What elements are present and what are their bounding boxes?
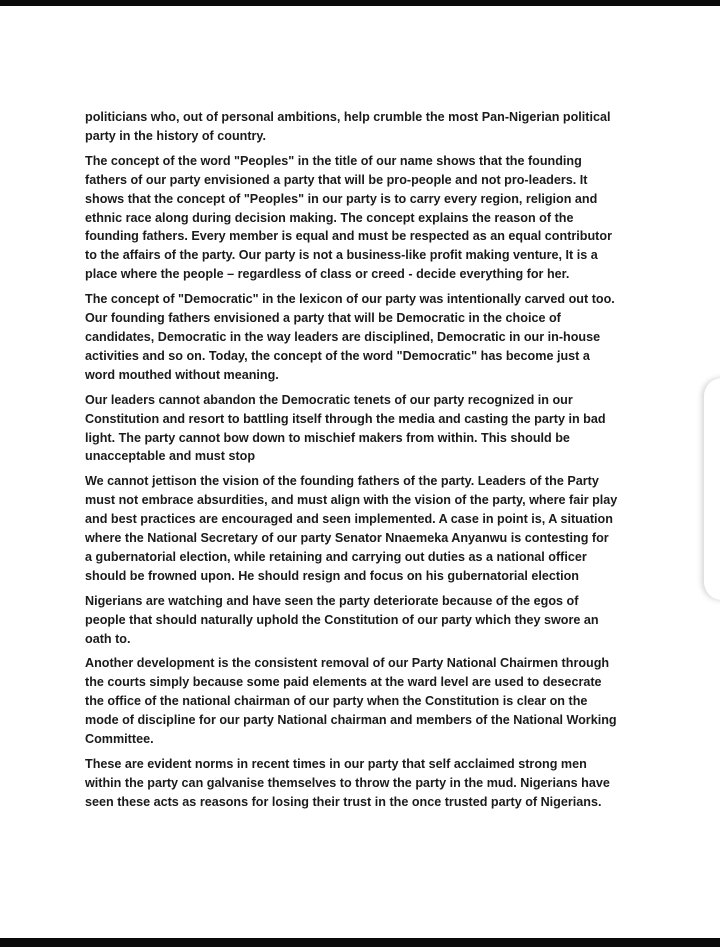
paragraph-continuation: politicians who, out of personal ambitions, help crumble the most Pan-Nigerian political party in the history of country. [85, 110, 611, 143]
paragraph-founding-vision: We cannot jettison the vision of the founding fathers of the party. Leaders of the Party must not embrace absurdities, and must align with the vision of the party, where fair play and best practices are encouraged and seen implemented. A case in point is, A situation where the National Secretary of our party Senator Nnaemeka Anyanwu is contesting for a gubernatorial election, while retaining and carrying out duties as a national officer should be frowned upon. He should resign and focus on his gubernatorial election [85, 474, 618, 583]
paragraph-peoples-concept: The concept of the word "Peoples" in the title of our name shows that the founding fathers of our party envisioned a party that will be pro-people and not pro-leaders. It shows that the concept of "Peoples" in our party is to carry every region, religion and ethnic race along during decision making. The concept explains the reason of the founding fathers. Every member is equal and must be respected as an equal contributor to the affairs of the party. Our party is not a business-like profit making venture, It is a place where the people – regardless of class or creed - decide everything for her. [85, 153, 612, 282]
paragraph-nigerians-watching: Nigerians are watching and have seen the party deteriorate because of the egos of people that should naturally uphold the Constitution of our party which they swore an oath to. [85, 593, 599, 646]
document-page [85, 108, 633, 818]
paragraph-evident-norms: These are evident norms in recent times in our party that self acclaimed strong men within the party can galvanise themselves to throw the party in the mud. Nigerians have seen these acts as reasons for losing their trust in the once trusted party of Nigerians. [85, 757, 610, 809]
top-black-border [0, 0, 720, 6]
paragraph-democratic-concept: The concept of "Democratic" in the lexicon of our party was intentionally carved out too. Our founding fathers envisioned a party that will be Democratic in the choice of candidates, Democratic in the way leaders are disciplined, Democratic in our in-house activities and so on. Today, the concept of the word "Democratic" has become just a word mouthed without meaning. [85, 292, 615, 382]
side-scroll-tab[interactable] [704, 378, 720, 600]
paragraph-democratic-tenets: Our leaders cannot abandon the Democratic tenets of our party recognized in our Constitution and resort to battling itself through the media and casting the party in bad light. The party cannot bow down to mischief makers from within. This should be unacceptable and must stop [85, 392, 606, 464]
paragraph-chairmen-removal: Another development is the consistent removal of our Party National Chairmen through the courts simply because some paid elements at the ward level are used to desecrate the office of the national chairman of our party when the Constitution is clear on the mode of discipline for our party National chairman and members of the National Working Committee. [85, 656, 617, 747]
bottom-black-border [0, 938, 720, 947]
